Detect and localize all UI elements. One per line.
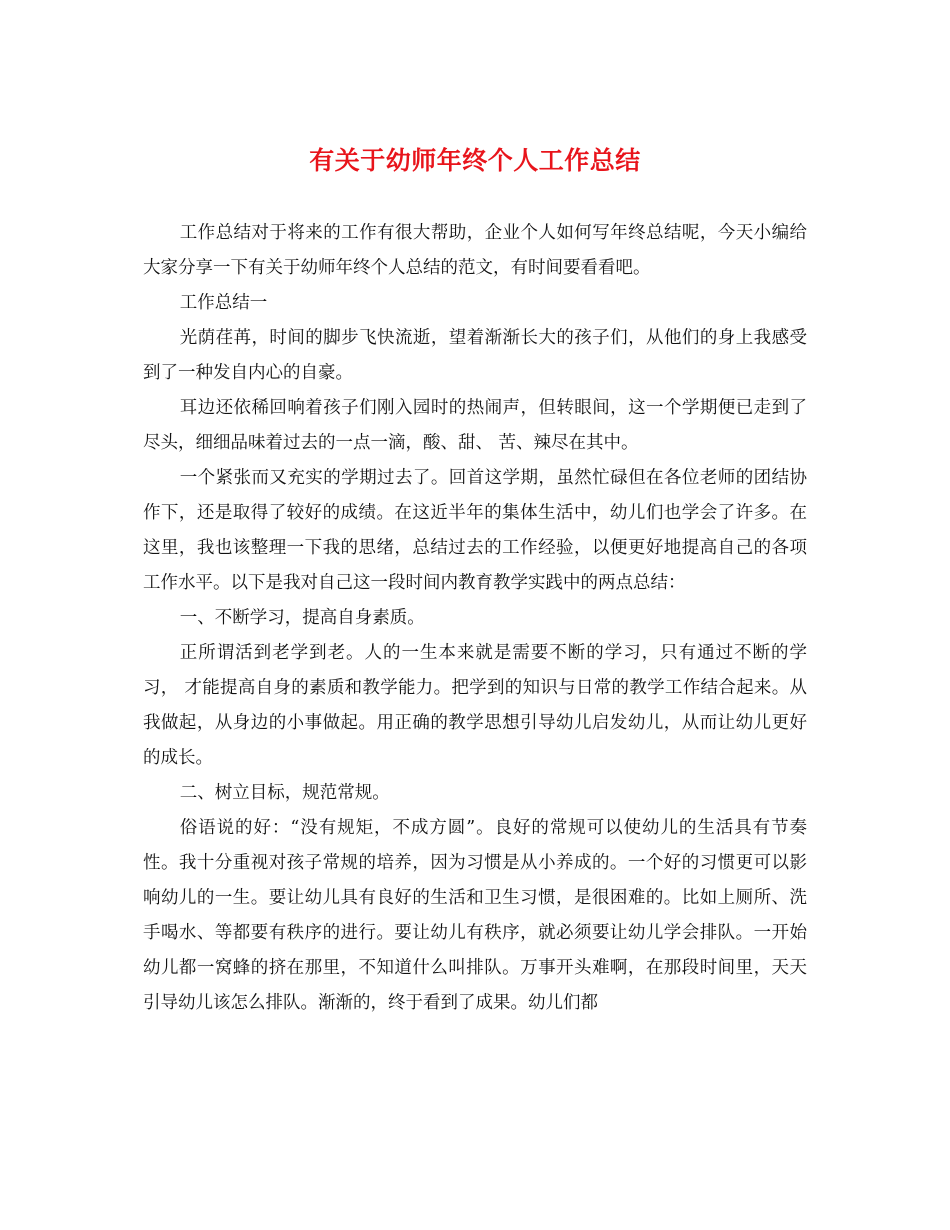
- document-title: 有关于幼师年终个人工作总结: [309, 146, 641, 175]
- paragraph: 耳边还依稀回响着孩子们刚入园时的热闹声，但转眼间，这一个学期便已走到了尽头，细细品味着过去的一点一滴，酸、甜、 苦、辣尽在其中。: [143, 398, 807, 453]
- paragraph-intro: 工作总结对于将来的工作有很大帮助，企业个人如何写年终总结呢，今天小编给大家分享一下有关于幼师年终个人总结的范文，有时间要看看吧。: [143, 223, 807, 278]
- section-heading-goals: 二、树立目标，规范常规。: [179, 783, 390, 803]
- section-heading-learning: 一、不断学习，提高自身素质。: [179, 608, 425, 628]
- paragraph: 俗语说的好：“没有规矩，不成方圆”。良好的常规可以使幼儿的生活具有节奏性。我十分重视对孩子常规的培养，因为习惯是从小养成的。一个好的习惯更可以影响幼儿的一生。要让幼儿具有良好的生活和卫生习惯，是很困难的。比如上厕所、洗手喝水、等都要有秩序的进行。要让幼儿有秩序，就必须要让幼儿学会排队。一开始幼儿都一窝蜂的挤在那里，不知道什么叫排队。万事开头难啊，在那段时间里，天天引导幼儿该怎么排队。渐渐的，终于看到了成果。幼儿们都: [143, 818, 807, 1013]
- document-body: [143, 216, 807, 1021]
- paragraph: 光荫荏苒，时间的脚步飞快流逝，望着渐渐长大的孩子们，从他们的身上我感受到了一种发自内心的自豪。: [143, 328, 807, 383]
- section-heading-summary-one: 工作总结一: [179, 293, 268, 313]
- paragraph: 正所谓活到老学到老。人的一生本来就是需要不断的学习，只有通过不断的学习， 才能提高自身的素质和教学能力。把学到的知识与日常的教学工作结合起来。从我做起，从身边的小事做起。用正确的教学思想引导幼儿启发幼儿，从而让幼儿更好的成长。: [143, 643, 807, 768]
- paragraph: 一个紧张而又充实的学期过去了。回首这学期，虽然忙碌但在各位老师的团结协作下，还是取得了较好的成绩。在这近半年的集体生活中，幼儿们也学会了许多。在这里，我也该整理一下我的思绪，总结过去的工作经验，以便更好地提高自己的各项工作水平。以下是我对自己这一段时间内教育教学实践中的两点总结：: [143, 468, 807, 593]
